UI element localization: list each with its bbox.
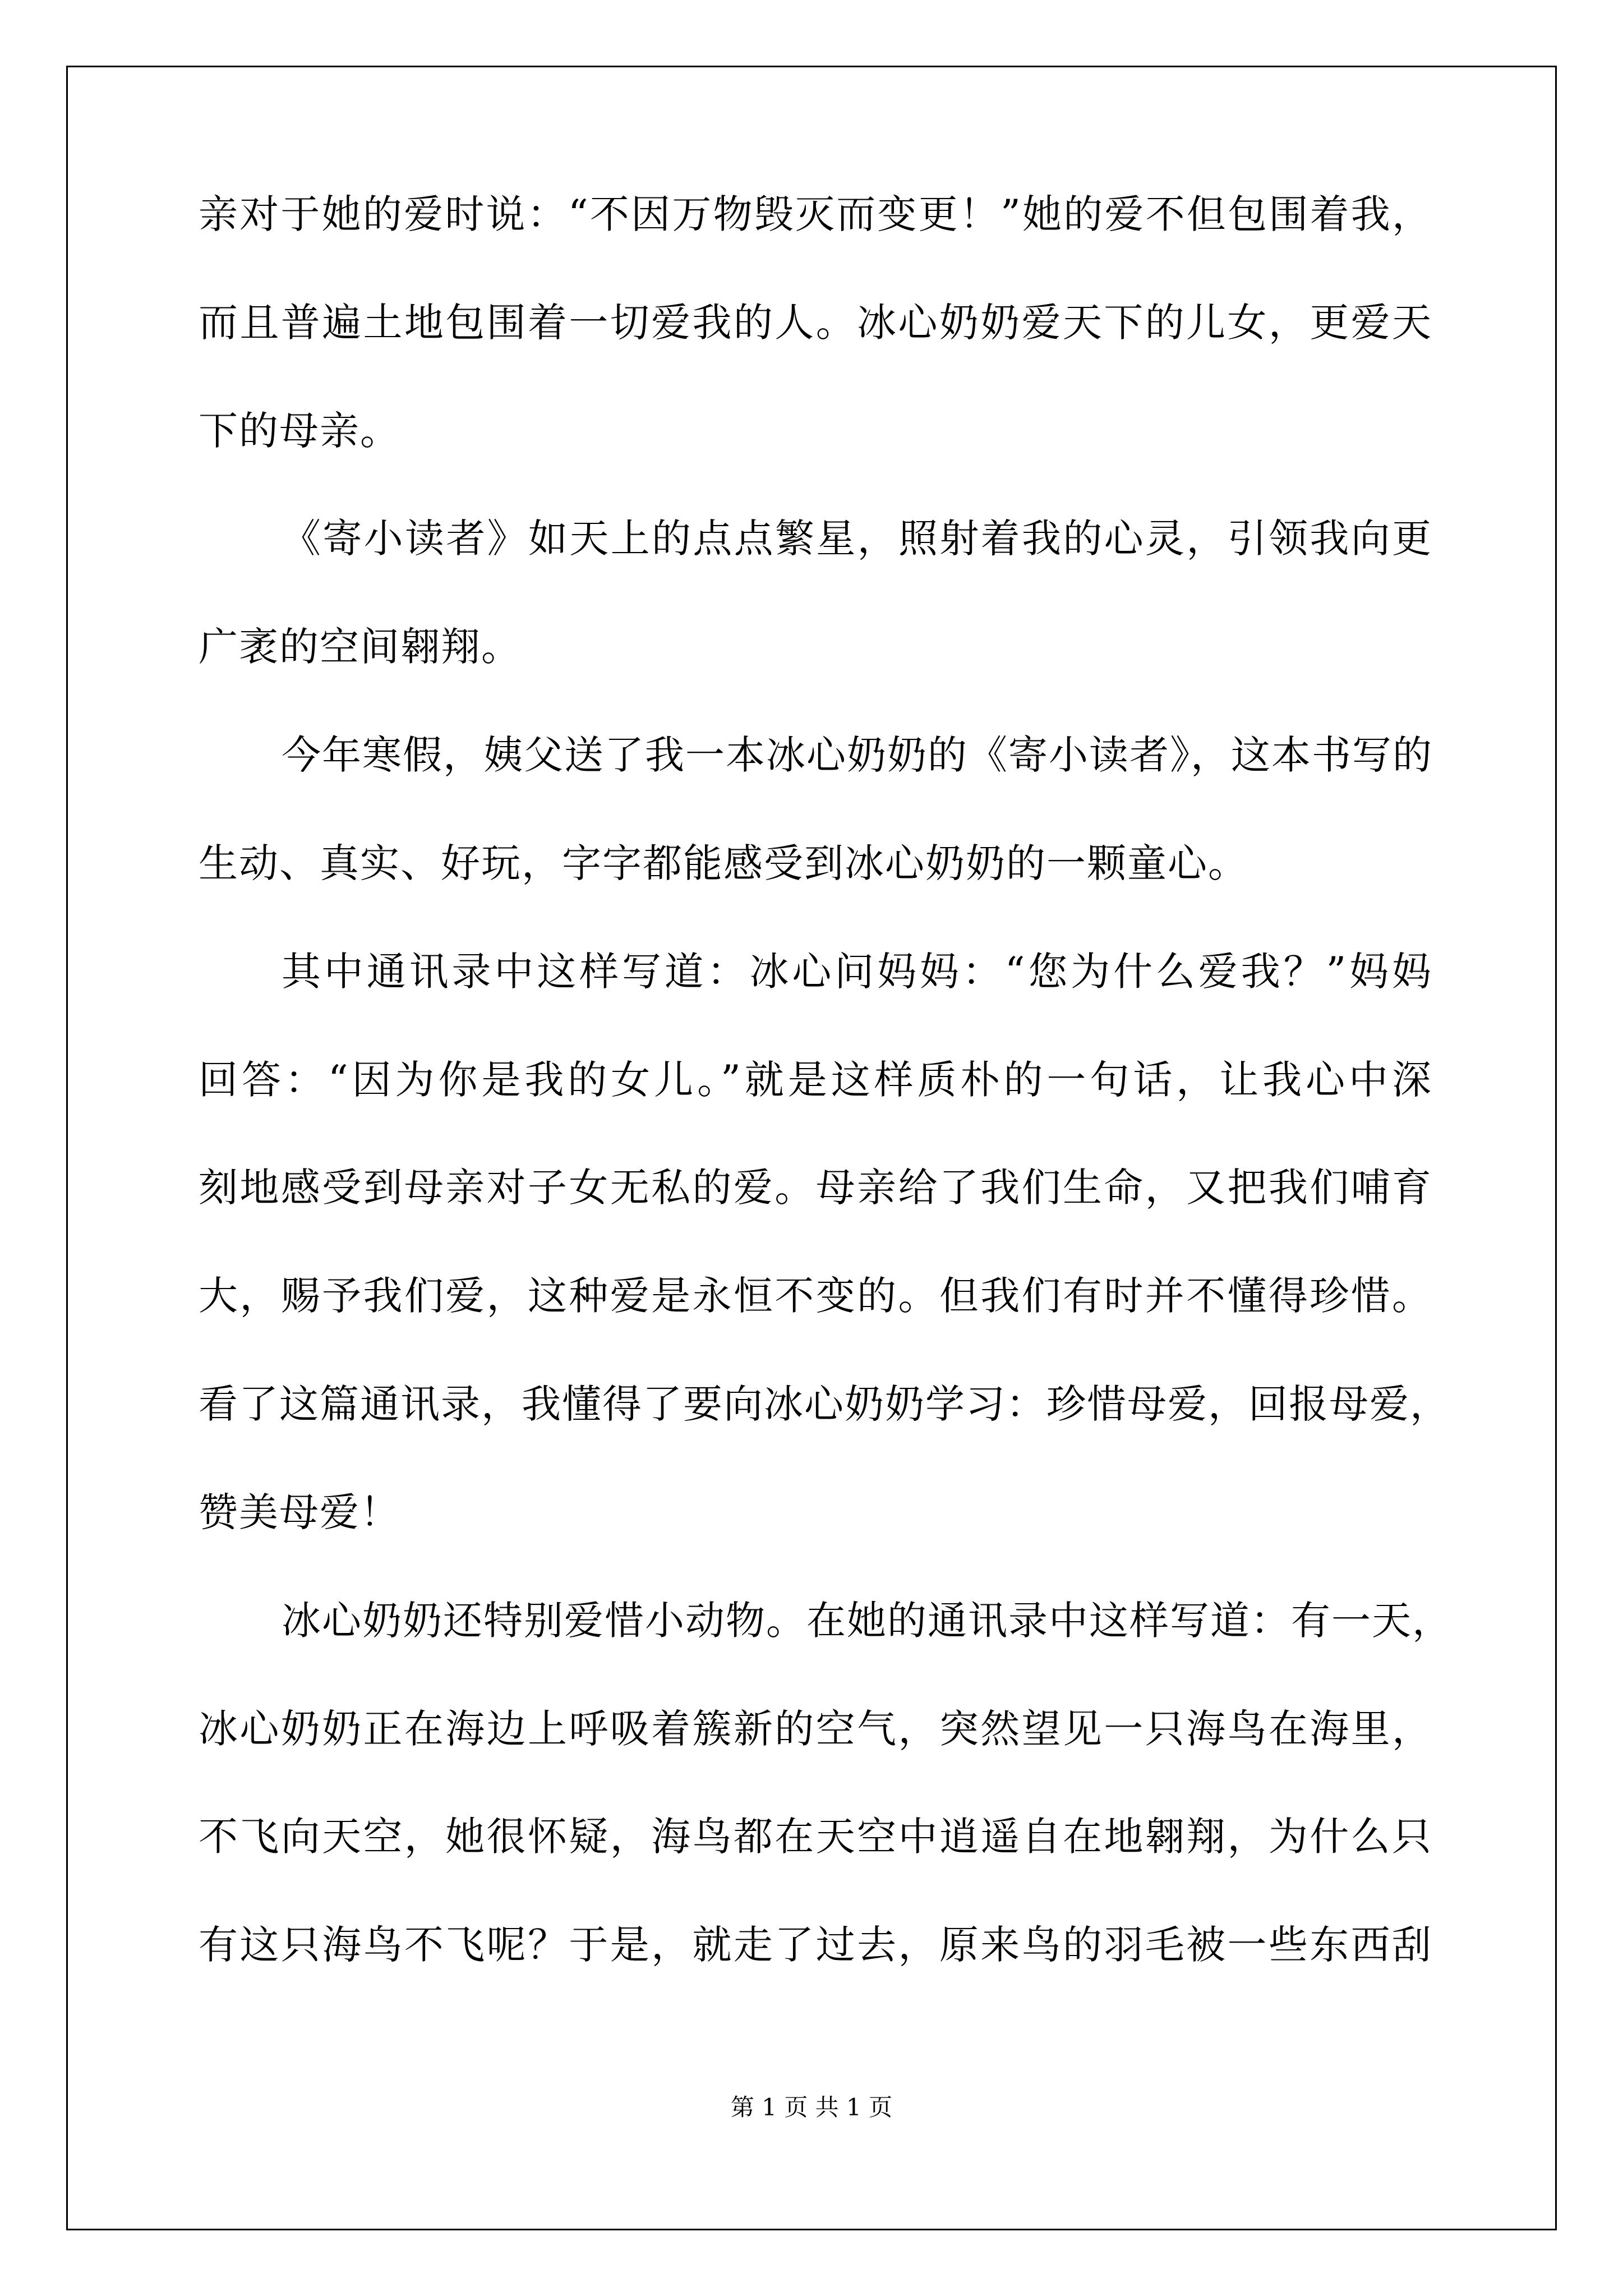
text-line: 而且普遍土地包围着一切爱我的人。冰心奶奶爱天下的儿女，更爱天 bbox=[199, 300, 1432, 346]
paragraph-first-line: 其中通讯录中这样写道：冰心问妈妈：“您为什么爱我？”妈妈 bbox=[282, 949, 1432, 995]
text-line: 大，赐予我们爱，这种爱是永恒不变的。但我们有时并不懂得珍惜。 bbox=[199, 1273, 1432, 1319]
paragraph-first-line: 冰心奶奶还特别爱惜小动物。在她的通讯录中这样写道：有一天， bbox=[282, 1598, 1453, 1644]
page-number-footer: 第 1 页 共 1 页 bbox=[730, 2093, 893, 2121]
text-line: 看了这篇通讯录，我懂得了要向冰心奶奶学习：珍惜母爱，回报母爱， bbox=[199, 1381, 1450, 1427]
text-line: 广袤的空间翱翔。 bbox=[199, 624, 522, 670]
paragraph-first-line: 《寄小读者》如天上的点点繁星，照射着我的心灵，引领我向更 bbox=[282, 516, 1432, 562]
text-line: 有这只海鸟不飞呢？于是，就走了过去，原来鸟的羽毛被一些东西刮 bbox=[199, 1922, 1432, 1968]
page-frame bbox=[66, 66, 1557, 2230]
paragraph-first-line: 今年寒假，姨父送了我一本冰心奶奶的《寄小读者》，这本书写的 bbox=[282, 732, 1433, 778]
text-line: 刻地感受到母亲对子女无私的爱。母亲给了我们生命，又把我们哺育 bbox=[199, 1165, 1432, 1211]
text-line: 冰心奶奶正在海边上呼吸着簇新的空气，突然望见一只海鸟在海里， bbox=[199, 1706, 1432, 1752]
text-line: 下的母亲。 bbox=[199, 408, 400, 454]
text-line: 赞美母爱！ bbox=[199, 1489, 400, 1535]
text-line: 亲对于她的爱时说：“不因万物毁灭而变更！”她的爱不但包围着我， bbox=[199, 191, 1432, 237]
text-line: 回答：“因为你是我的女儿。”就是这样质朴的一句话，让我心中深 bbox=[199, 1057, 1432, 1103]
text-line: 生动、真实、好玩，字字都能感受到冰心奶奶的一颗童心。 bbox=[199, 840, 1248, 886]
text-line: 不飞向天空，她很怀疑，海鸟都在天空中逍遥自在地翱翔，为什么只 bbox=[199, 1814, 1432, 1860]
